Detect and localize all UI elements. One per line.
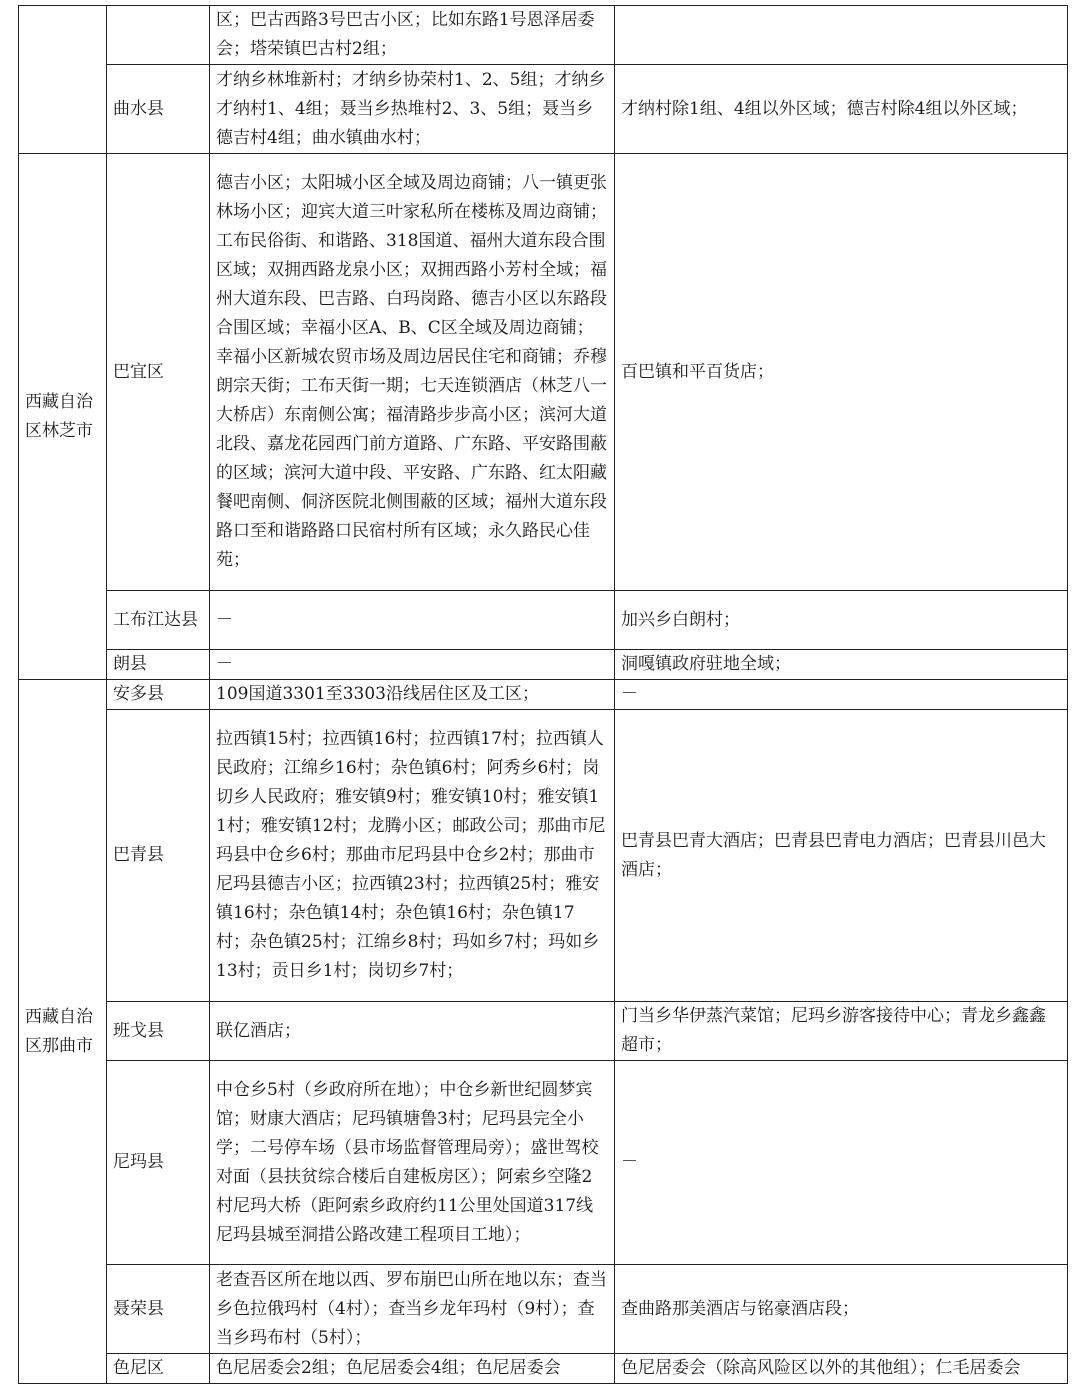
low-risk-cell: 色尼居委会（除高风险区以外的其他组）；仁毛居委会: [615, 1354, 1068, 1384]
table-row: [19, 1002, 1068, 1061]
county-cell: 安多县: [107, 680, 210, 710]
low-risk-cell: －: [615, 680, 1068, 710]
low-risk-cell: －: [615, 1061, 1068, 1265]
table-row: [19, 6, 1068, 65]
county-cell: 朗县: [107, 650, 210, 680]
high-risk-cell: 中仓乡5村（乡政府所在地）；中仓乡新世纪圆梦宾馆；财康大酒店；尼玛镇塘鲁3村；尼玛县完全小学；二号停车场（县市场监督管理局旁）；盛世驾校对面（县扶贫综合楼后自建板房区）；阿索乡空隆2村尼玛大桥（距阿索乡政府约11公里处国道317线尼玛县城至洞措公路改建工程项目工地）；: [210, 1061, 615, 1265]
high-risk-cell: 联亿酒店；: [210, 1002, 615, 1061]
low-risk-cell: 门当乡华伊蒸汽菜馆；尼玛乡游客接待中心；青龙乡鑫鑫超市；: [615, 1002, 1068, 1061]
table-row: [19, 154, 1068, 591]
county-cell: 巴青县: [107, 710, 210, 1002]
low-risk-cell: 巴青县巴青大酒店；巴青县巴青电力酒店；巴青县川邑大酒店；: [615, 710, 1068, 1002]
high-risk-cell: 拉西镇15村；拉西镇16村；拉西镇17村；拉西镇人民政府；江绵乡16村；杂色镇6村；阿秀乡6村；岗切乡人民政府；雅安镇9村；雅安镇10村；雅安镇11村；雅安镇12村；龙腾小区；邮政公司；那曲市尼玛县中仓乡6村；那曲市尼玛县中仓乡2村；那曲市尼玛县德吉小区；拉西镇23村；拉西镇25村；雅安镇16村；杂色镇14村；杂色镇16村；杂色镇17村；杂色镇25村；江绵乡8村；玛如乡7村；玛如乡13村；贡日乡1村；岗切乡7村；: [210, 710, 615, 1002]
county-cell: 聂荣县: [107, 1265, 210, 1354]
high-risk-cell: 109国道3301至3303沿线居住区及工区；: [210, 680, 615, 710]
high-risk-cell: 老查吾区所在地以西、罗布崩巴山所在地以东；查当乡色拉俄玛村（4村）；查当乡龙年玛村（9村）；查当乡玛布村（5村）；: [210, 1265, 615, 1354]
high-risk-cell: －: [210, 591, 615, 650]
table-row: [19, 680, 1068, 710]
low-risk-cell: 查曲路那美酒店与铭豪酒店段；: [615, 1265, 1068, 1354]
county-cell: 班戈县: [107, 1002, 210, 1061]
table-row: [19, 591, 1068, 650]
county-cell: 尼玛县: [107, 1061, 210, 1265]
high-risk-cell: －: [210, 650, 615, 680]
table-row: [19, 1354, 1068, 1384]
high-risk-cell: 色尼居委会2组；色尼居委会4组；色尼居委会: [210, 1354, 615, 1384]
table-row: [19, 710, 1068, 1002]
table-row: [19, 1265, 1068, 1354]
county-cell: 工布江达县: [107, 591, 210, 650]
high-risk-cell: 才纳乡林堆新村；才纳乡协荣村1、2、5组；才纳乡才纳村1、4组；聂当乡热堆村2、3、5组；聂当乡德吉村4组；曲水镇曲水村；: [210, 65, 615, 154]
table-row: [19, 65, 1068, 154]
high-risk-cell: 德吉小区；太阳城小区全域及周边商铺；八一镇更张林场小区；迎宾大道三叶家私所在楼栋及周边商铺；工布民俗街、和谐路、318国道、福州大道东段合围区域；双拥西路龙泉小区；双拥西路小芳村全域；福州大道东段、巴吉路、白玛岗路、德吉小区以东路段合围区域；幸福小区A、B、C区全域及周边商铺；幸福小区新城农贸市场及周边居民住宅和商铺；乔穆朗宗天街；工布天街一期；七天连锁酒店（林芝八一大桥店）东南侧公寓；福清路步步高小区；滨河大道北段、嘉龙花园西门前方道路、广东路、平安路围蔽的区域；滨河大道中段、平安路、广东路、红太阳藏餐吧南侧、侗济医院北侧围蔽的区域；福州大道东段路口至和谐路路口民宿村所有区域；永久路民心佳苑；: [210, 154, 615, 591]
low-risk-cell: 百巴镇和平百货店；: [615, 154, 1068, 591]
county-cell: 巴宜区: [107, 154, 210, 591]
high-risk-cell: 区；巴古西路3号巴古小区；比如东路1号恩泽居委会；塔荣镇巴古村2组；: [210, 6, 615, 65]
risk-area-table: [18, 5, 1068, 1384]
table-row: [19, 650, 1068, 680]
county-cell: [107, 6, 210, 65]
low-risk-cell: [615, 6, 1068, 65]
city-cell: [19, 6, 107, 154]
county-cell: 曲水县: [107, 65, 210, 154]
city-cell: 西藏自治区林芝市: [19, 154, 107, 680]
city-cell: 西藏自治区那曲市: [19, 680, 107, 1384]
table-row: [19, 1061, 1068, 1265]
low-risk-cell: 才纳村除1组、4组以外区域；德吉村除4组以外区域；: [615, 65, 1068, 154]
low-risk-cell: 加兴乡白朗村；: [615, 591, 1068, 650]
low-risk-cell: 洞嘎镇政府驻地全域；: [615, 650, 1068, 680]
county-cell: 色尼区: [107, 1354, 210, 1384]
